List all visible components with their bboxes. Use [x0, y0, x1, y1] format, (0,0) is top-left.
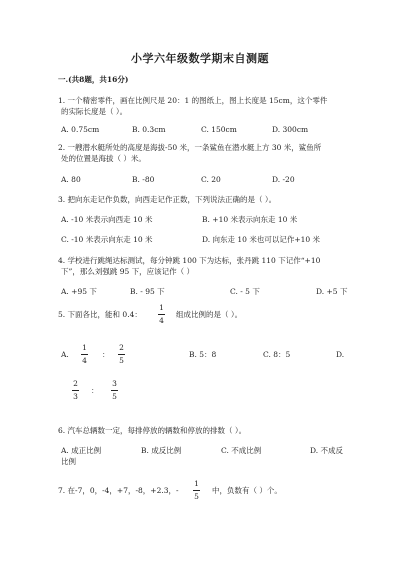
question-4-stem-line1: 4. 学校进行跳绳达标测试，每分钟跳 100 下为达标，张丹跳 110 下记作“+10	[58, 256, 321, 265]
question-5-stem-fraction	[158, 304, 165, 324]
question-4-option-c[interactable]: C. - 5 下	[230, 287, 260, 296]
question-6-option-d-line1[interactable]: D. 不成反	[310, 446, 344, 455]
question-4-stem-line2: 下”，那么刘强跳 95 下，应该记作（ ）	[61, 267, 195, 276]
question-3-option-c[interactable]: C. -10 米表示向东走 10 米	[61, 235, 153, 244]
question-2-option-d[interactable]: D. -20	[272, 175, 295, 184]
question-3-option-a[interactable]: A. -10 米表示向西走 10 米	[61, 215, 153, 224]
fraction-denominator: 4	[159, 315, 164, 325]
question-5-option-d-fraction-2: 3 5	[112, 379, 117, 401]
question-1-option-c[interactable]: C. 150cm	[201, 125, 237, 134]
question-1-stem-line2: 的实际长度是（ ）。	[61, 107, 128, 116]
question-5-option-d-label[interactable]: D.	[336, 350, 345, 359]
question-5-option-b[interactable]: B. 5：8	[189, 350, 217, 359]
question-7-fraction: 1 5	[194, 479, 199, 501]
page-title: 小学六年级数学期末自测题	[131, 52, 269, 65]
question-6-stem: 6. 汽车总辆数一定，每排停放的辆数和停放的排数（ ）。	[58, 426, 247, 435]
question-4-option-a[interactable]: A. +95 下	[61, 287, 97, 296]
fraction-bar	[158, 314, 165, 315]
question-5-option-a-fraction-2: 2 5	[119, 343, 124, 365]
question-5-option-a-fraction-1: 1 4	[82, 343, 87, 365]
fraction-bar	[193, 490, 200, 491]
fraction-bar	[111, 390, 118, 391]
question-2-option-a[interactable]: A. 80	[61, 175, 81, 184]
question-6-option-c[interactable]: C. 不成比例	[221, 446, 262, 455]
fraction-bar	[118, 354, 125, 355]
question-2-option-b[interactable]: B. -80	[132, 175, 155, 184]
question-7-stem-suffix: 中，负数有（ ）个。	[212, 486, 282, 495]
question-2-stem-line2: 处的位置是海拔（ ）米。	[61, 154, 146, 163]
question-5-option-a-label[interactable]: A.	[61, 350, 69, 359]
fraction-bar	[81, 354, 88, 355]
question-1-option-a[interactable]: A. 0.75cm	[61, 125, 100, 134]
question-5-stem-prefix: 5. 下面各比，能和 0.4：	[58, 310, 142, 319]
question-1-option-d[interactable]: D. 300cm	[272, 125, 309, 134]
question-7-stem-prefix: 7. 在-7，0，-4，+7，-8，+2.3，-	[58, 486, 179, 495]
question-6-option-a[interactable]: A. 成正比例	[61, 446, 102, 455]
question-6-option-b[interactable]: B. 成反比例	[141, 446, 182, 455]
question-1-option-b[interactable]: B. 0.3cm	[132, 125, 166, 134]
section-heading: 一.(共8题，共16分)	[58, 75, 129, 84]
question-5-option-c[interactable]: C. 8：5	[263, 350, 291, 359]
fraction-numerator: 1	[159, 303, 164, 312]
question-6-option-d-line2[interactable]: 比例	[61, 457, 76, 466]
question-5-option-d-colon: ：	[91, 386, 99, 395]
question-1-stem-line1: 1. 一个精密零件，画在比例尺是 20：1 的图纸上，图上长度是 15cm，这个零件	[58, 96, 328, 105]
fraction-bar	[72, 390, 79, 391]
question-3-option-d[interactable]: D. 向东走 10 米也可以记作+10 米	[202, 235, 321, 244]
question-5-option-d-fraction-1: 2 3	[73, 379, 78, 401]
question-3-stem: 3. 把向东走记作负数，向西走记作正数，下列说法正确的是（ ）。	[58, 195, 277, 204]
question-4-option-b[interactable]: B. - 95 下	[130, 287, 165, 296]
question-5-option-a-colon: ：	[102, 350, 110, 359]
question-5-stem-suffix: 组成比例的是（ ）。	[176, 310, 243, 319]
question-2-option-c[interactable]: C. 20	[201, 175, 221, 184]
question-3-option-b[interactable]: B. +10 米表示向东走 10 米	[202, 215, 298, 224]
question-4-option-d[interactable]: D. +5 下	[316, 287, 348, 296]
question-2-stem-line1: 2. 一艘潜水艇所处的高度是海拔-50 米，一条鲨鱼在潜水艇上方 30 米，鲨鱼所	[58, 143, 322, 152]
